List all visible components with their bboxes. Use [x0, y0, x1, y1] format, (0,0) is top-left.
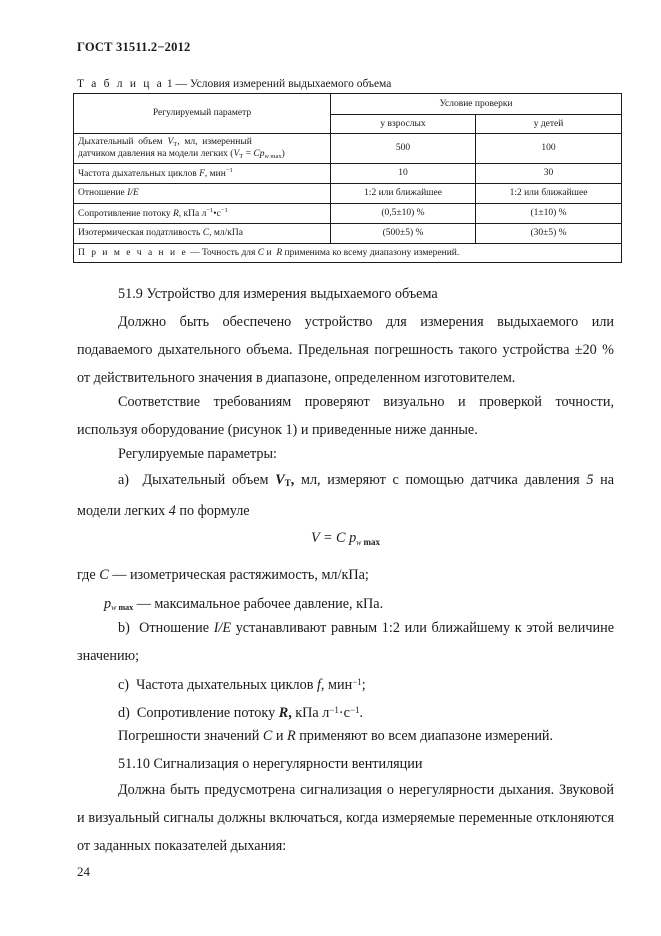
table-row: [74, 204, 622, 224]
paragraph-alarm-requirement: Должна быть предусмотрена сигнализация о нерегулярности дыхания. Звуковой и визуальный сигналы должны включаться, когда измеряемые переменные отклоняются от заданных показателей дыхания:: [77, 782, 614, 854]
section-51-9-heading: 51.9 Устройство для измерения выдыхаемого объема: [118, 286, 438, 302]
row-ie-ratio-children: 1:2 или ближайшее: [476, 184, 622, 204]
table-caption: [77, 78, 391, 90]
list-item-b: b) Отношение I/E устанавливают равным 1:2 или ближайшему к этой величине значению;: [77, 620, 614, 664]
column-header-adults: у взрослых: [331, 115, 476, 134]
list-item-c: с) Частота дыхательных циклов f, мин$^{-1}$;: [118, 677, 366, 693]
list-item-a: а) Дыхательный объем $V_T$, мл, измеряют с помощью датчика давления 5 на модели легких 4 по формуле: [77, 472, 615, 519]
document-header: ГОСТ 31511.2−2012: [77, 40, 191, 54]
table-caption-text: — Условия измерений выдыхаемого объема: [175, 78, 392, 90]
table-caption-number: 1: [166, 78, 173, 90]
list-item-d: d) Сопротивление потоку R, кПа $л^{-1}\cdot с^{-1}$.: [118, 705, 364, 721]
definition-pw-max: $p_{w max}$ — максимальное рабочее давление, кПа.: [104, 596, 384, 612]
definition-c: где C — изометрическая растяжимость, мл/кПа;: [77, 567, 369, 583]
table-note: П р и м е ч а н и е — Точность для C и R применима ко всему диапазону измерений.: [74, 244, 622, 263]
row-ie-ratio-adults: 1:2 или ближайшее: [331, 184, 476, 204]
table-row: [74, 134, 622, 164]
table-note-label: П р и м е ч а н и е: [78, 247, 188, 258]
row-tidal-volume-param: Дыхательный объем $V_T$, мл, измеренный датчиком давления на модели легких $(V_T = Cp_{w max})$: [74, 134, 331, 164]
paragraph-compliance-check: Соответствие требованиям проверяют визуально и проверкой точности, используя оборудование (рисунок 1) и приведенные ниже данные.: [77, 394, 614, 438]
row-frequency-adults: 10: [331, 164, 476, 184]
column-header-condition: Условие проверки: [331, 94, 622, 115]
page-number: 24: [77, 864, 90, 879]
row-resistance-adults: (0,5±10) %: [331, 204, 476, 224]
row-resistance-param: Сопротивление потоку R, кПа $л^{-1}•с^{-1}$: [74, 204, 331, 224]
column-header-parameter: Регулируемый параметр: [74, 94, 331, 134]
row-frequency-children: 30: [476, 164, 622, 184]
paragraph-errors: Погрешности значений C и R применяют во всем диапазоне измерений.: [118, 728, 554, 744]
row-tidal-volume-children: 100: [476, 134, 622, 164]
row-compliance-children: (30±5) %: [476, 224, 622, 244]
row-frequency-param: Частота дыхательных циклов F, мин$^{-1}$: [74, 164, 331, 184]
table-row: [74, 164, 622, 184]
paragraph-exhaled-volume-device: Должно быть обеспечено устройство для измерения выдыхаемого или подаваемого дыхательного объема. Предельная погрешность такого устройства ±20 % от действительного значения в диапазоне, определенном изготовителем.: [77, 314, 614, 386]
row-resistance-children: (1±10) %: [476, 204, 622, 224]
row-compliance-adults: (500±5) %: [331, 224, 476, 244]
row-ie-ratio-param: Отношение I/E: [74, 184, 331, 204]
row-compliance-param: Изотермическая податливость C, мл/кПа: [74, 224, 331, 244]
table-row: [74, 184, 622, 204]
formula-volume: V = C $p_{w max}$: [310, 530, 381, 547]
paragraph-regulated-parameters: Регулируемые параметры:: [118, 446, 277, 462]
table-caption-label: Т а б л и ц а: [77, 78, 164, 90]
section-51-10-heading: 51.10 Сигнализация о нерегулярности вентиляции: [118, 756, 423, 772]
row-tidal-volume-adults: 500: [331, 134, 476, 164]
table-row: [74, 224, 622, 244]
column-header-children: у детей: [476, 115, 622, 134]
measurement-conditions-table: [73, 93, 622, 263]
